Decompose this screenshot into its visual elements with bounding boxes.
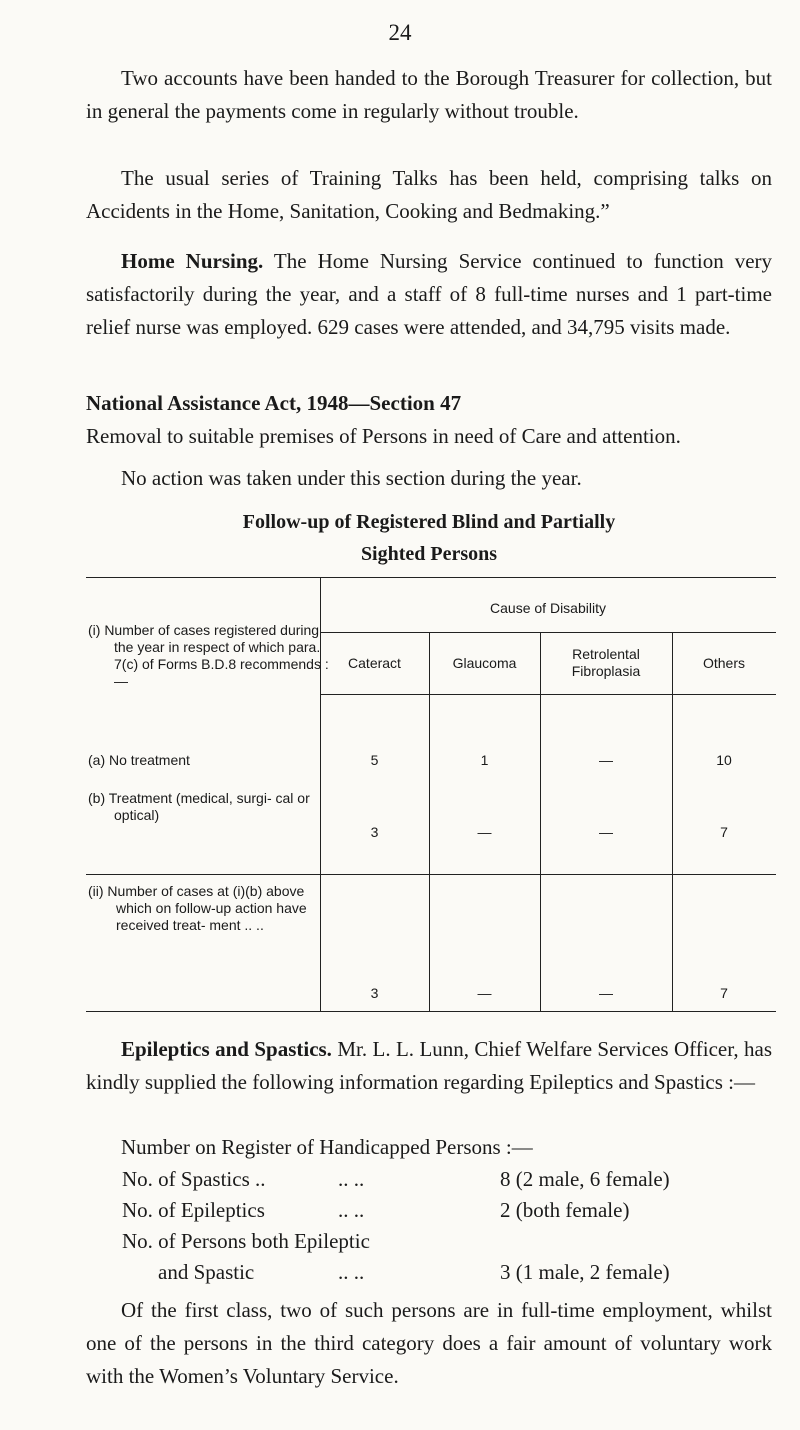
- row-b-label: (b) Treatment (medical, surgi- cal or optical): [88, 790, 310, 823]
- row-b-retrolental: —: [599, 824, 613, 840]
- register-list: [86, 1164, 772, 1288]
- register-label: No. of Epileptics: [122, 1198, 265, 1222]
- register-dots: .. ..: [338, 1260, 365, 1284]
- register-row-both: [86, 1226, 772, 1257]
- row-ii-others: 7: [720, 985, 728, 1001]
- paragraph-epileptics: [86, 1033, 772, 1099]
- row-ii-cateract: 3: [370, 985, 379, 1001]
- paragraph-closing: Of the first class, two of such persons are in full-time employment, whilst one of the persons in the third category does a fair amount of voluntary work with the Women’s Voluntary Service.: [86, 1298, 772, 1388]
- col-divider-2: [429, 632, 430, 1011]
- epileptics-text: Mr. L. L. Lunn, Chief Welfare Services Officer, has kindly supplied the following information regarding Epileptics and Spastics :—: [86, 1037, 772, 1094]
- row-a-others: 10: [716, 752, 732, 768]
- register-heading: Number on Register of Handicapped Persons :—: [121, 1135, 533, 1159]
- epileptics-heading: Epileptics and Spastics.: [121, 1037, 332, 1061]
- national-assistance-line1: Removal to suitable premises of Persons in need of Care and attention.: [86, 424, 681, 448]
- register-label: No. of Persons both Epileptic: [122, 1229, 370, 1253]
- header-rule: [320, 632, 776, 633]
- col-header-glaucoma: Glaucoma: [452, 655, 517, 671]
- register-value: 3 (1 male, 2 female): [500, 1260, 670, 1284]
- register-row-both-cont: [86, 1257, 772, 1288]
- row-b-cateract: 3: [370, 824, 379, 840]
- register-label: No. of Spastics ..: [122, 1167, 266, 1191]
- row-a-glaucoma: 1: [480, 752, 489, 768]
- blind-followup-table: [86, 577, 776, 1012]
- row-b-glaucoma: —: [477, 824, 492, 840]
- cause-of-disability-header: Cause of Disability: [490, 600, 606, 616]
- col-divider-4: [672, 632, 673, 1011]
- table-bottom-rule: [86, 1011, 776, 1012]
- register-value: 2 (both female): [500, 1198, 630, 1222]
- home-nursing-heading: Home Nursing.: [121, 249, 264, 273]
- followup-title-line1: Follow-up of Registered Blind and Partially: [242, 511, 616, 533]
- row-ii-glaucoma: —: [477, 985, 492, 1001]
- register-dots: .. ..: [338, 1167, 365, 1191]
- row-a-cateract: 5: [370, 752, 379, 768]
- col-header-retrolental: Retrolental Fibroplasia: [571, 646, 641, 679]
- register-row-spastics: [86, 1164, 772, 1195]
- page-number: 24: [388, 20, 412, 45]
- register-label: and Spastic: [158, 1260, 255, 1284]
- followup-title-line2: Sighted Persons: [360, 543, 498, 565]
- row-a-label: (a) No treatment: [88, 752, 190, 768]
- col-header-others: Others: [702, 655, 745, 671]
- national-assistance-heading: National Assistance Act, 1948—Section 47: [86, 391, 462, 415]
- row-ii-retrolental: —: [599, 985, 613, 1001]
- column-header-rule: [320, 694, 776, 695]
- home-nursing-text: The Home Nursing Service continued to function very satisfactorily during the year, and a staff of 8 full-time nurses and 1 part-time relief nurse was employed. 629 cases were attended, and 34,795 visits made.: [86, 249, 773, 339]
- row-a-retrolental: —: [599, 752, 613, 768]
- row-b-others: 7: [720, 824, 728, 840]
- paragraph-training-talks: The usual series of Training Talks has been held, comprising talks on Accidents in the Home, Sanitation, Cooking and Bedmaking.”: [86, 166, 772, 223]
- register-row-epileptics: [86, 1195, 772, 1226]
- paragraph-treasurer: Two accounts have been handed to the Borough Treasurer for collection, but in general the payments come in regularly without trouble.: [86, 66, 772, 123]
- table-top-rule: [86, 577, 776, 578]
- col-header-cateract: Cateract: [348, 655, 401, 671]
- register-value: 8 (2 male, 6 female): [500, 1167, 670, 1191]
- row-i-label: (i) Number of cases registered during the year in respect of which para. 7(c) of Forms B.D.8 recommends :—: [88, 622, 329, 689]
- col-divider-3: [540, 632, 541, 1011]
- national-assistance-line2: No action was taken under this section during the year.: [121, 466, 582, 490]
- row-ii-label: (ii) Number of cases at (i)(b) above which on follow-up action have received treat- ment .. ..: [88, 883, 307, 933]
- register-dots: .. ..: [338, 1198, 365, 1222]
- paragraph-home-nursing: [86, 245, 772, 344]
